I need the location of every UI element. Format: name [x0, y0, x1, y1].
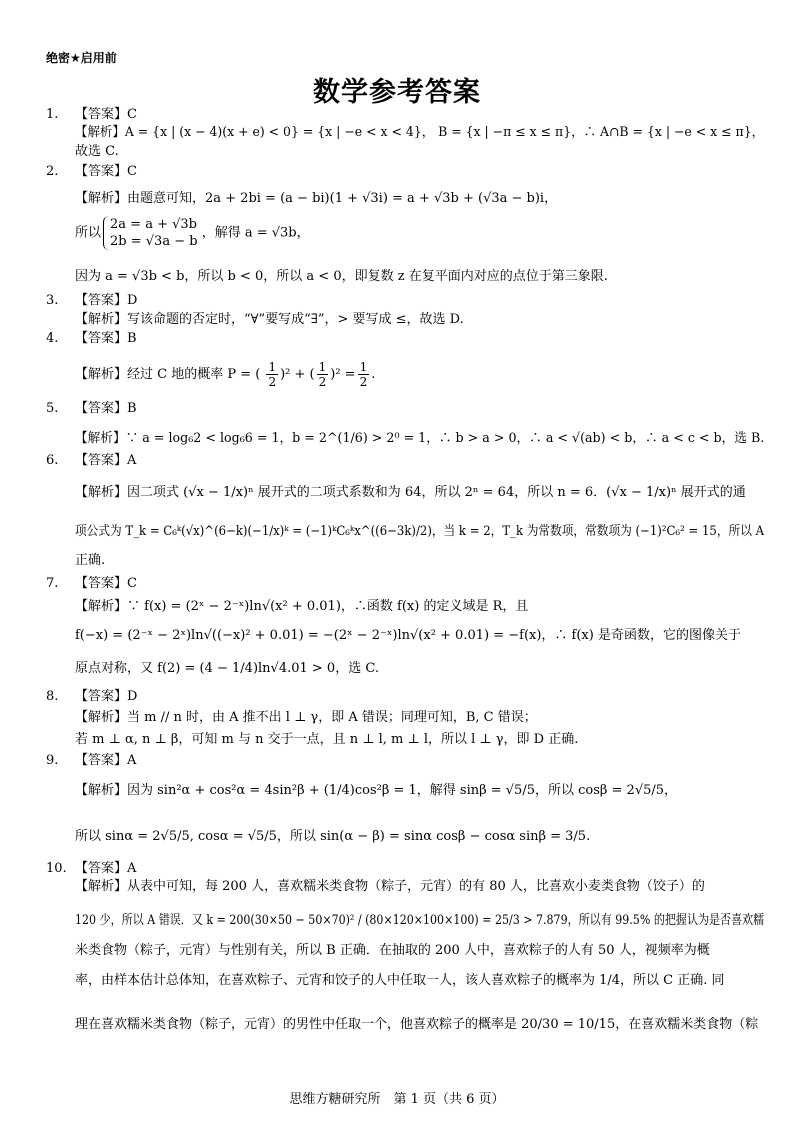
q9-analysis-1: 【解析】因为 sin²α + cos²α = 4sin²β + (1/4)cos²β = 1，解得 sinβ = √5/5，所以 cosβ = 2√5/5，	[75, 783, 678, 798]
q1-analysis: 【解析】A = {x | (x − 4)(x + e) < 0} = {x | −e < x < 4}， B = {x | −π ≤ x ≤ π}，∴ A∩B = {x | −e < x ≤ π}，	[75, 125, 765, 140]
question-number-7: 7.	[46, 576, 59, 591]
q8-answer: 【答案】D	[75, 689, 138, 704]
question-number-8: 8.	[46, 689, 59, 704]
q10-analysis-5: 理在喜欢糯米类食物（粽子，元宵）的男性中任取一个，他喜欢粽子的概率是 20/30 = 10/15，在喜欢糯米类食物（粽	[75, 1017, 759, 1032]
q4-analysis-text: 【解析】经过 C 地的概率 P = (	[75, 367, 261, 382]
q4-analysis	[75, 360, 375, 389]
q7-analysis-1: 【解析】∵ f(x) = (2ˣ − 2⁻ˣ)ln√(x² + 0.01)，∴函数 f(x) 的定义域是 R，且	[75, 599, 529, 614]
q5-answer: 【答案】B	[75, 401, 137, 416]
q9-analysis-2: 所以 sinα = 2√5/5, cosα = √5/5，所以 sin(α − β) = sinα cosβ − cosα sinβ = 3/5.	[75, 829, 591, 844]
page-footer: 思维方糖研究所 第 1 页（共 6 页）	[289, 1092, 505, 1107]
question-number-6: 6.	[46, 453, 59, 468]
q6-answer: 【答案】A	[75, 453, 137, 468]
q2-eq1: 2a = a + √3b	[110, 217, 197, 232]
question-number-2: 2.	[46, 164, 59, 179]
q2-brace	[103, 216, 198, 250]
q6-analysis-3: 正确.	[75, 553, 106, 568]
question-number-10: 10.	[46, 861, 67, 876]
q2-system-prefix: 所以	[75, 225, 102, 241]
q4-equals: )² =	[330, 367, 356, 382]
q6-analysis-1: 【解析】因二项式 (√x − 1/x)ⁿ 展开式的二项式系数和为 64，所以 2ⁿ = 64，所以 n = 6．(√x − 1/x)ⁿ 展开式的通	[75, 485, 746, 500]
q9-answer: 【答案】A	[75, 753, 137, 768]
q3-analysis: 【解析】写该命题的否定时，“∀”要写成“∃”，> 要写成 ≤，故选 D.	[75, 312, 464, 327]
question-number-9: 9.	[46, 753, 59, 768]
q2-eq2: 2b = √3a − b	[110, 234, 198, 249]
q4-fraction-2	[317, 360, 329, 389]
q4-period: .	[371, 367, 376, 382]
q10-analysis-3: 米类食物（粽子，元宵）与性别有关，所以 B 正确．在抽取的 200 人中，喜欢粽子的人有 50 人，视频率为概	[75, 943, 710, 958]
q1-answer: 【答案】C	[75, 107, 137, 122]
q4-frac-num-2: 1	[318, 360, 327, 374]
q6-analysis-2: 项公式为 T_k = C₆ᵏ(√x)^(6−k)(−1/x)ᵏ = (−1)ᵏC₆ᵏx^((6−3k)/2)，当 k = 2，T_k 为常数项，常数项为 (−1)²C₆² = 15，所以 A	[75, 524, 765, 539]
secret-label: 绝密★启用前	[46, 51, 117, 65]
q2-analysis: 【解析】由题意可知，2a + 2bi = (a − bi)(1 + √3i) = a + √3b + (√3a − b)i，	[75, 191, 558, 206]
q8-analysis-2: 若 m ⊥ α, n ⊥ β，可知 m 与 n 交于一点，且 n ⊥ l, m ⊥ l，所以 l ⊥ γ，即 D 正确.	[75, 732, 579, 747]
q5-analysis: 【解析】∵ a = log₆2 < log₆6 = 1，b = 2^(1/6) > 2⁰ = 1，∴ b > a > 0，∴ a < √(ab) < b，∴ a < c < b，选 B.	[75, 431, 765, 446]
q7-analysis-3: 原点对称，又 f(2) = (4 − 1/4)ln√4.01 > 0，选 C.	[75, 661, 379, 676]
question-number-4: 4.	[46, 331, 59, 346]
q1-conclusion: 故选 C.	[75, 144, 119, 159]
q10-answer: 【答案】A	[75, 861, 137, 876]
q2-system	[75, 216, 310, 250]
q2-system-result: ，解得 a = √3b，	[201, 225, 310, 241]
q4-frac-den-2: 2	[318, 375, 327, 389]
q10-analysis-2: 120 少，所以 A 错误．又 k = 200(30×50 − 50×70)² / (80×120×100×100) = 25/3 > 7.879，所以有 99.5% 的把握认为是否喜欢糯	[75, 913, 765, 928]
q4-frac-den-3: 2	[359, 375, 368, 389]
q4-frac-num-1: 1	[268, 360, 277, 374]
q2-conclusion: 因为 a = √3b < b，所以 b < 0，所以 a < 0，即复数 z 在复平面内对应的点位于第三象限.	[75, 269, 608, 284]
question-number-1: 1.	[46, 107, 59, 122]
q2-answer: 【答案】C	[75, 164, 137, 179]
page-title: 数学参考答案	[313, 77, 481, 108]
q4-fraction-1	[266, 360, 278, 389]
q4-fraction-3	[358, 360, 370, 389]
q10-analysis-1: 【解析】从表中可知，每 200 人，喜欢糯米类食物（粽子，元宵）的有 80 人，比喜欢小麦类食物（饺子）的	[75, 879, 705, 894]
q3-answer: 【答案】D	[75, 293, 138, 308]
question-number-3: 3.	[46, 293, 59, 308]
q7-answer: 【答案】C	[75, 576, 137, 591]
q10-analysis-4: 率，由样本估计总体知，在喜欢粽子、元宵和饺子的人中任取一人，该人喜欢粽子的概率为 1/4，所以 C 正确. 同	[75, 973, 725, 988]
question-number-5: 5.	[46, 401, 59, 416]
q4-frac-num-3: 1	[359, 360, 368, 374]
q4-answer: 【答案】B	[75, 331, 137, 346]
q8-analysis-1: 【解析】当 m // n 时，由 A 推不出 l ⊥ γ，即 A 错误；同理可知，B, C 错误；	[75, 710, 537, 725]
q4-plus: )² + (	[280, 367, 315, 382]
q4-frac-den-1: 2	[268, 375, 277, 389]
q7-analysis-2: f(−x) = (2⁻ˣ − 2ˣ)ln√((−x)² + 0.01) = −(2ˣ − 2⁻ˣ)ln√(x² + 0.01) = −f(x)，∴ f(x) 是奇函数，它的图像关于	[75, 628, 741, 643]
